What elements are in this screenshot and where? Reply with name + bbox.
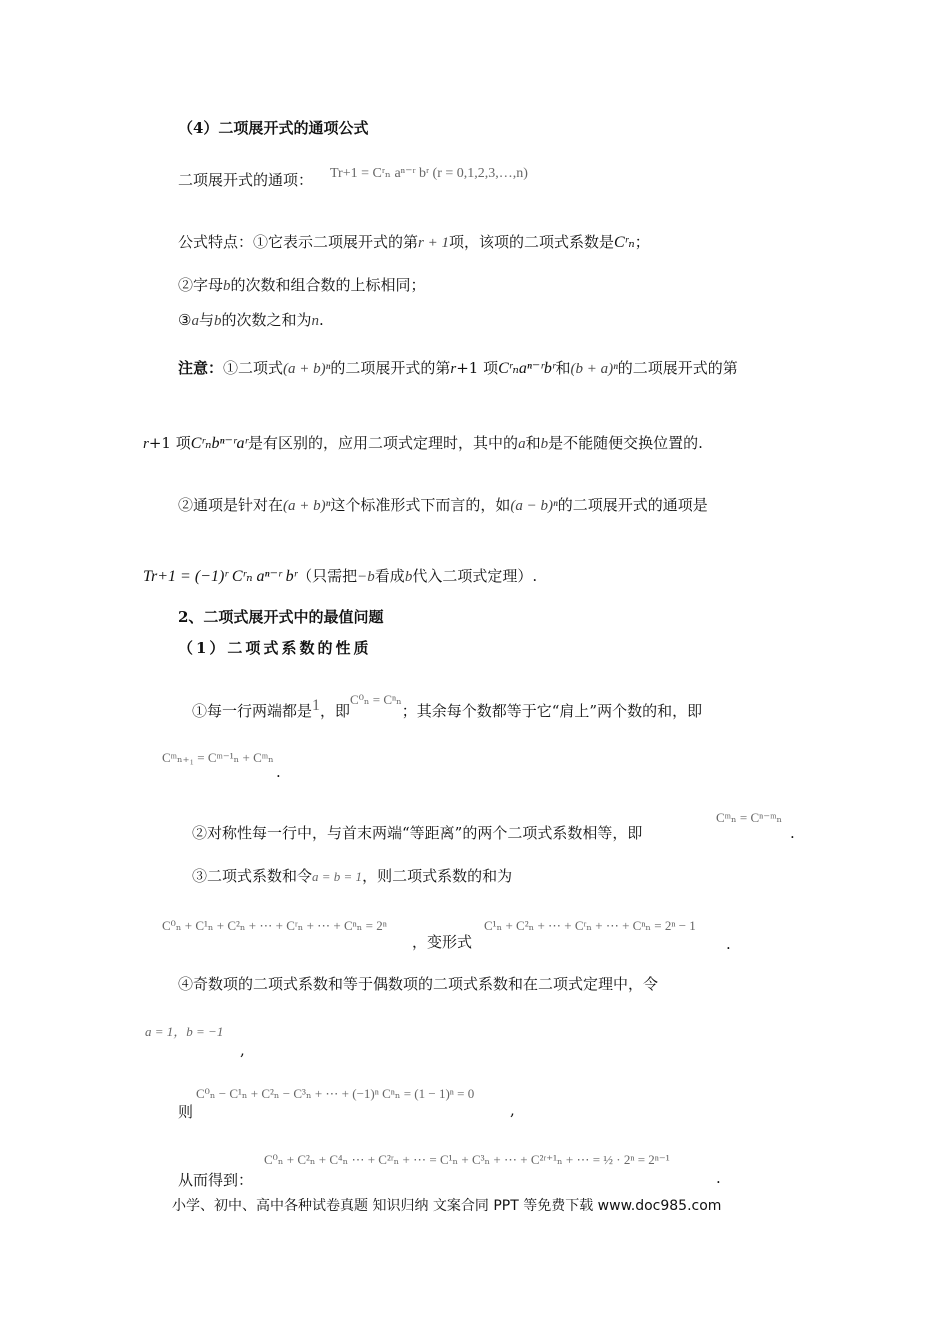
f3-b: a [191, 313, 199, 329]
property-4c-comma: , [510, 1101, 515, 1119]
property-4d-dot: . [716, 1169, 721, 1187]
feature-2-line [178, 275, 426, 296]
features-line [178, 232, 650, 253]
property-4b-eq: a = 1，b = −1 [145, 1024, 224, 1039]
note2-c: 的二项展开式的通项是 [557, 496, 708, 514]
note2-b: 这个标准形式下而言的，如 [330, 496, 511, 514]
note2b-c: 代入二项式定理）. [412, 567, 538, 585]
property-3b-text: ，变形式 [412, 933, 473, 951]
note-2b-line [143, 566, 537, 587]
property-4-line: ④奇数项的二项式系数和等于偶数项的二项式系数和在二项式定理中，令 [178, 975, 659, 993]
f2-c: 的次数和组合数的上标相同； [230, 276, 426, 294]
note-2-line [178, 495, 708, 516]
f2-a: ②字母 [178, 276, 224, 294]
f3-d: b [213, 313, 222, 329]
p3-a: ③二项式系数和令 [192, 867, 313, 885]
property-2-dot: . [790, 824, 795, 842]
property-4c-label: 则 [178, 1103, 194, 1121]
note1b-b: 是有区别的，应用二项式定理时，其中的 [248, 434, 519, 452]
note2b-vb: b [404, 569, 413, 585]
p1-one: 1 [312, 697, 321, 714]
note1-ab: (a + b)ⁿ [283, 361, 331, 377]
footer-text: 小学、初中、高中各种试卷真题 知识归纳 文案合同 PPT 等免费下载 www.doc985.com [172, 1198, 722, 1214]
f3-e: 的次数之和为 [221, 311, 312, 329]
note1-r: r [450, 361, 457, 377]
f3-f: n [311, 313, 319, 329]
note2b-b: 看成 [374, 567, 405, 585]
features-cr: Cʳₙ [614, 234, 635, 251]
p1-c: ；其余每个数都等于它“肩上”两个数的和，即 [401, 702, 703, 720]
note1-term: Cʳₙaⁿ⁻ʳbʳ [498, 360, 556, 377]
note2b-mb: −b [357, 569, 375, 585]
note-1b-line [143, 433, 703, 454]
note1-d: 和 [555, 359, 571, 377]
property-4c-eq: C⁰ₙ − C¹ₙ + C²ₙ − C³ₙ + ⋯ + (−1)ⁿ Cⁿₙ = (1 − 1)ⁿ = 0 [196, 1086, 475, 1101]
property-4d-label: 从而得到： [178, 1171, 254, 1189]
p3-b: ，则二项式系数的和为 [362, 867, 513, 885]
property-1-line [192, 690, 702, 721]
note1b-vb: b [540, 436, 549, 452]
property-2-eq: Cᵐₙ = Cⁿ⁻ᵐₙ [716, 810, 783, 825]
note2b-formula: Tr+1 = (−1)ʳ Cʳₙ aⁿ⁻ʳ bʳ [143, 568, 298, 585]
note2-ab: (a + b)ⁿ [283, 498, 331, 514]
note1b-va: a [518, 436, 526, 452]
section-2-heading: 2、二项式展开式中的最值问题 [178, 608, 384, 626]
note1b-term: Cʳₙbⁿ⁻ʳaʳ [190, 435, 249, 452]
note2-amb: (a − b)ⁿ [510, 498, 558, 514]
section-4-heading: （4）二项展开式的通项公式 [178, 119, 369, 137]
property-3b-dot: . [726, 935, 731, 953]
p3-eq: a = b = 1 [312, 869, 363, 884]
property-4d-eq: C⁰ₙ + C²ₙ + C⁴ₙ ⋯ + C²ʳₙ + ⋯ = C¹ₙ + C³ₙ + ⋯ + C²ʳ⁺¹ₙ + ⋯ = ½ · 2ⁿ = 2ⁿ⁻¹ [264, 1152, 670, 1167]
f2-b: b [223, 278, 231, 294]
note1b-r: r [143, 436, 149, 452]
note1b-c: 和 [525, 434, 541, 452]
property-3-line [192, 866, 512, 887]
note1-a: ①二项式 [223, 359, 284, 377]
f3-c: 与 [198, 311, 214, 329]
note1-c: +1 项 [456, 359, 499, 377]
f3-a: ③ [178, 311, 192, 329]
property-1b-dot: . [276, 763, 281, 781]
p1-eq: C⁰ₙ = Cⁿₙ [350, 692, 402, 707]
note2-a: ②通项是针对在 [178, 496, 284, 514]
note1-ba: (b + a)ⁿ [570, 361, 618, 377]
note1-b: 的二项展开式的第 [330, 359, 451, 377]
features-r1: r + 1 [418, 235, 449, 251]
section-2-1-heading: （1）二项式系数的性质 [178, 639, 372, 657]
note1b-d: 是不能随便交换位置的. [548, 434, 703, 452]
p1-b: ，即 [320, 702, 351, 720]
features-text-a: 公式特点：①它表示二项展开式的第 [178, 233, 419, 251]
property-4b-comma: , [240, 1041, 245, 1059]
features-text-b: 项，该项的二项式系数是 [448, 233, 614, 251]
note1-e: 的二项展开式的第 [617, 359, 738, 377]
p1-a: ①每一行两端都是 [192, 702, 313, 720]
note-1-line [178, 358, 738, 379]
features-text-end: ； [634, 233, 650, 251]
p2-a: ②对称性每一行中，与首末两端“等距离”的两个二项式系数相等，即 [192, 824, 643, 842]
f3-g: . [318, 311, 324, 329]
note2b-a: （只需把 [297, 567, 358, 585]
property-1b-eq: Cᵐₙ₊₁ = Cᵐ⁻¹ₙ + Cᵐₙ [162, 750, 274, 765]
property-3b-eq1: C⁰ₙ + C¹ₙ + C²ₙ + ⋯ + Cʳₙ + ⋯ + Cⁿₙ = 2ⁿ [162, 918, 387, 933]
property-2-line [192, 823, 642, 843]
property-3b-eq2: C¹ₙ + C²ₙ + ⋯ + Cʳₙ + ⋯ + Cⁿₙ = 2ⁿ − 1 [484, 918, 696, 933]
note1b-a: +1 项 [148, 434, 191, 452]
general-term-formula: Tr+1 = Cʳₙ aⁿ⁻ʳ bʳ (r = 0,1,2,3,…,n) [330, 166, 528, 181]
note-label: 注意： [178, 359, 224, 377]
general-term-label: 二项展开式的通项： [178, 171, 314, 189]
feature-3-line [178, 310, 324, 331]
